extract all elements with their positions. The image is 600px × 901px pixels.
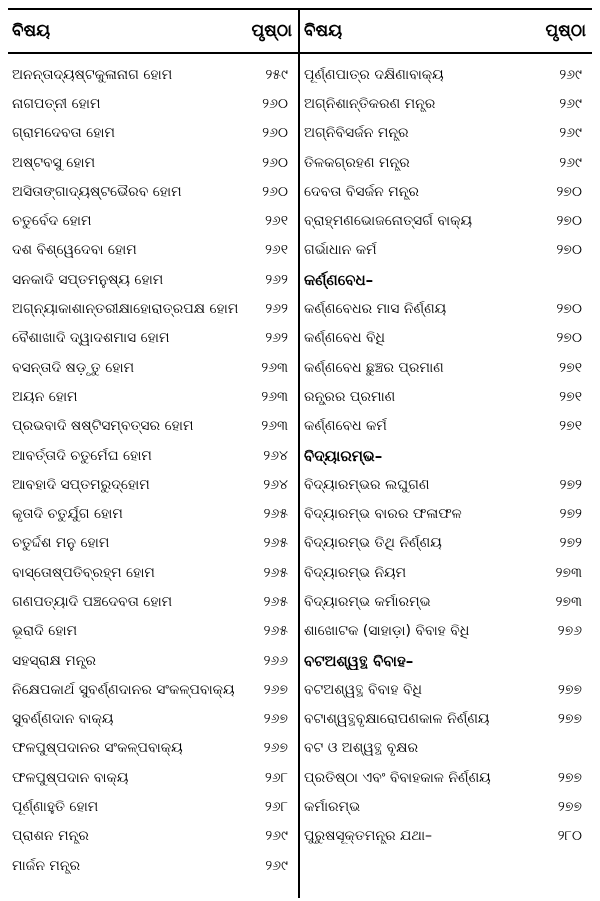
entry-title: ଦଶ ବିଶ୍ୱେଦେବା ହୋମ [12,242,137,259]
entry-page-number: ୨୬୧ [264,242,288,259]
entry-page-number: ୨୬୨ [265,301,288,318]
toc-entry [8,236,298,265]
entry-title: ଅୟନ ହୋମ [12,388,78,405]
entry-title: ଆବହାଦି ସପ୍ତମରୁଦ୍‌ହୋମ [12,476,150,493]
entry-page-number: ୨୭୨ [559,506,582,523]
toc-entry [300,822,592,851]
entry-title: ନିକ୍ଷେପକାର୍ଥ ସୁବର୍ଣ୍ଣଦାନର ସଂକଳ୍ପବାକ୍ୟ [12,681,235,698]
entry-page-number: ୨୬୩ [261,359,288,376]
entry-page-number: ୨୬୦ [262,95,288,112]
entry-title: ଫଳପୁଷ୍ପଦାନର ସଂକଳ୍ପବାକ୍ୟ [12,740,183,757]
toc-entry [8,763,298,792]
toc-entry [8,353,298,382]
entry-page-number: ୨୬୨ [265,271,288,288]
toc-entry [300,470,592,499]
toc-entry [300,148,592,177]
left-column [8,0,298,880]
toc-entry [8,265,298,294]
toc-entry [300,587,592,616]
entry-page-number: ୨୬୦ [262,154,288,171]
entry-title: ବିଦ୍ୟାରମ୍ଭ ତିଥି ନିର୍ଣ୍ଣୟ [304,535,442,552]
toc-entry [300,734,592,763]
toc-entry [300,294,592,323]
entry-page-number: ୨୭୦ [556,183,582,200]
entry-title: ବସନ୍ତାଦି ଷଡ଼ୃତୁ ହୋମ [12,359,135,376]
toc-entry [300,89,592,118]
entry-title: ଅଗ୍ନିଶାନ୍ତିକରଣ ମନ୍ତ୍ର [304,95,436,112]
toc-entry [300,705,592,734]
right-column [300,0,592,851]
entry-title: ଦେବତା ବିସର୍ଜନ ମନ୍ତ୍ର [304,183,419,200]
entry-page-number: ୨୭୭ [557,681,582,698]
right-entry-list [300,60,592,851]
entry-title: ଅଗ୍ନ୍ୟାକାଶାନ୍ତରୀକ୍ଷାହୋରାତ୍ରପକ୍ଷ ହୋମ [12,301,239,318]
toc-entry [8,382,298,411]
entry-title: ମାର୍ଜନ ମନ୍ତ୍ର [12,857,81,874]
toc-entry [8,148,298,177]
entry-title: କର୍ଣ୍ଣବେଧ କର୍ମ [304,418,387,435]
entry-title: କର୍ଣ୍ଣବେଧ– [304,270,374,289]
entry-title: ସହସ୍ରାକ୍ଷ ମନ୍ତ୍ର [12,652,97,669]
entry-title: ଅଷ୍ଟବସୁ ହୋମ [12,154,96,171]
section-heading [300,441,592,470]
entry-title: ବଟାଶ୍ୱତ୍ଥବୃକ୍ଷାରୋପଣକାଳ ନିର୍ଣ୍ଣୟ [304,711,490,728]
entry-page-number: ୨୭୦ [556,301,582,318]
entry-page-number: ୨୭୭ [557,711,582,728]
entry-page-number: ୨୬୦ [262,183,288,200]
toc-entry [8,558,298,587]
entry-title: କର୍ଣ୍ଣବେଧର ମାସ ନିର୍ଣ୍ଣୟ [304,301,447,318]
left-header-topic: ବିଷୟ [12,21,51,41]
entry-title: ଶାଖୋଟକ (ସାହାଡ଼ା) ବିବାହ ବିଧି [304,623,470,640]
left-entry-list [8,60,298,880]
toc-entry [300,499,592,528]
entry-page-number: ୨୭୭ [557,769,582,786]
entry-title: ବ୍ରାହ୍ମଣଭୋଜନୋତ୍ସର୍ଗ ବାକ୍ୟ [304,213,473,230]
right-header-page: ପୃଷ୍ଠା [545,21,586,41]
toc-entry [8,734,298,763]
entry-page-number: ୨୬୭ [263,711,288,728]
entry-title: ନାଗପତ୍ନୀ ହୋମ [12,95,101,112]
entry-title: ସୁବର୍ଣ୍ଣଦାନ ବାକ୍ୟ [12,711,114,728]
entry-page-number: ୨୭୩ [555,593,582,610]
section-heading [300,646,592,675]
toc-entry [300,558,592,587]
toc-entry [8,119,298,148]
entry-page-number: ୨୭୦ [556,330,582,347]
entry-page-number: ୨୬୭ [263,740,288,757]
toc-entry [300,353,592,382]
toc-entry [8,177,298,206]
toc-entry [8,617,298,646]
toc-entry [300,382,592,411]
toc-entry [300,60,592,89]
entry-title: କର୍ମାରମ୍ଭ [304,799,361,816]
entry-page-number: ୨୬୯ [559,154,582,171]
entry-title: ଗ୍ରାମଦେବତା ହୋମ [12,125,115,142]
toc-entry [8,294,298,323]
entry-title: ବିଦ୍ୟାରମ୍ଭର ଲଘୁଗଣ [304,476,430,493]
entry-title: ସନକାଦି ସପ୍ତମନୁଷ୍ୟ ହୋମ [12,271,164,288]
entry-page-number: ୨୭୦ [556,242,582,259]
entry-title: ବିଦ୍ୟାରମ୍ଭ କର୍ମାରମ୍ଭ [304,593,431,610]
entry-page-number: ୨୬୫ [263,535,288,552]
entry-page-number: ୨୬୫ [263,593,288,610]
toc-entry [8,412,298,441]
toc-entry [300,236,592,265]
entry-title: ବଟଅଶ୍ୱତ୍ଥ ବିବାହ– [304,651,414,670]
toc-entry [8,324,298,353]
toc-entry [8,822,298,851]
toc-entry [300,206,592,235]
toc-entry [300,324,592,353]
entry-title: ଫଳପୁଷ୍ପଦାନ ବାକ୍ୟ [12,769,129,786]
entry-page-number: ୨୬୫ [263,564,288,581]
entry-page-number: ୨୬୪ [263,447,288,464]
entry-title: କର୍ଣ୍ଣବେଧ ବିଧି [304,330,386,347]
entry-title: ଅଗ୍ନିବିସର୍ଜନ ମନ୍ତ୍ର [304,125,409,142]
entry-page-number: ୨୭୧ [559,418,582,435]
toc-entry [8,529,298,558]
entry-page-number: ୨୭୧ [559,359,582,376]
entry-title: ବିଦ୍ୟାରମ୍ଭ ବାରର ଫଳାଫଳ [304,506,462,523]
entry-page-number: ୨୬୫ [263,506,288,523]
toc-entry [8,206,298,235]
toc-entry [300,792,592,821]
entry-title: ଅସିତାଙ୍ଗାଦ୍ୟଷ୍ଟଭୈରବ ହୋମ [12,183,182,200]
entry-title: କୃତାଦି ଚତୁର୍ଯୁଗ ହୋମ [12,506,123,523]
toc-entry [8,587,298,616]
entry-page-number: ୨୬୩ [261,388,288,405]
toc-entry [300,617,592,646]
entry-title: ପ୍ରତିଷ୍ଠା ଏବଂ ବିବାହକାଳ ନିର୍ଣ୍ଣୟ [304,769,491,786]
entry-title: ଅନନ୍ତାଦ୍ୟଷ୍ଟକୁଳାନାଗ ହୋମ [12,66,173,83]
toc-entry [300,529,592,558]
entry-page-number: ୨୬୮ [264,799,288,816]
right-header-topic: ବିଷୟ [304,21,343,41]
toc-entry [8,441,298,470]
entry-title: ତିଳକଗ୍ରହଣ ମନ୍ତ୍ର [304,154,410,171]
toc-entry [8,705,298,734]
entry-page-number: ୨୬୯ [265,857,288,874]
entry-title: ପୂର୍ଣ୍ଣାହୁତି ହୋମ [12,799,99,816]
toc-entry [300,675,592,704]
toc-entry [8,60,298,89]
entry-title: କର୍ଣ୍ଣବେଧ ଛୁଞ୍ଚର ପ୍ରମାଣ [304,359,444,376]
entry-page-number: ୨୬୨ [265,330,288,347]
entry-page-number: ୨୬୬ [263,652,288,669]
section-heading [300,265,592,294]
toc-entry [8,89,298,118]
entry-page-number: ୨୭୭ [557,799,582,816]
entry-title: ଭୂରାଦି ହୋମ [12,623,78,640]
toc-entry [8,499,298,528]
toc-entry [8,646,298,675]
entry-title: ଚତୁର୍ଦ୍ଦଶ ମନୁ ହୋମ [12,535,110,552]
entry-page-number: ୨୬୯ [559,95,582,112]
entry-page-number: ୨୭୩ [555,564,582,581]
entry-title: ବୈଶାଖାଦି ଦ୍ୱାଦଶମାସ ହୋମ [12,330,170,347]
entry-page-number: ୨୭୨ [559,535,582,552]
entry-title: ଗଣପତ୍ୟାଦି ପଞ୍ଚଦେବତା ହୋମ [12,593,173,610]
entry-page-number: ୨୫୯ [265,66,288,83]
entry-title: ପ୍ରାଶନ ମନ୍ତ୍ର [12,828,89,845]
entry-page-number: ୨୬୪ [263,476,288,493]
entry-title: ବଟଅଶ୍ୱତ୍ଥ ବିବାହ ବିଧି [304,681,422,698]
entry-page-number: ୨୬୯ [265,828,288,845]
entry-page-number: ୨୭୨ [559,476,582,493]
left-header-page: ପୃଷ୍ଠା [251,21,292,41]
entry-title: ବଟ ଓ ଅଶ୍ୱତ୍ଥ ବୃକ୍ଷର [304,740,419,757]
entry-page-number: ୨୭୦ [556,213,582,230]
entry-title: ବାସ୍ତୋଷ୍ପତିବ୍ରହ୍ମ ହୋମ [12,564,155,581]
toc-entry [8,675,298,704]
entry-page-number: ୨୮୦ [557,828,582,845]
entry-title: ପ୍ରଭବାଦି ଷଷ୍ଟିସମ୍ବତ୍ସର ହୋମ [12,418,194,435]
entry-title: ବିଦ୍ୟାରମ୍ଭ– [304,446,383,465]
toc-entry [300,763,592,792]
entry-title: ଗର୍ଭାଧାନ କର୍ମ [304,242,377,259]
entry-page-number: ୨୬୮ [264,769,288,786]
entry-title: ପୂର୍ଣ୍ଣପାତ୍ର ଦକ୍ଷିଣାବାକ୍ୟ [304,66,444,83]
entry-page-number: ୨୭୧ [559,388,582,405]
toc-entry [8,792,298,821]
entry-page-number: ୨୬୯ [559,125,582,142]
entry-title: ପୁରୁଷସୂକ୍ତମନ୍ତ୍ର ଯଥା– [304,828,433,845]
entry-page-number: ୨୬୦ [262,125,288,142]
toc-entry [300,412,592,441]
entry-page-number: ୨୬୩ [261,418,288,435]
entry-page-number: ୨୬୫ [263,623,288,640]
entry-title: ରନ୍ଧ୍ରର ପ୍ରମାଣ [304,388,396,405]
right-header [300,8,592,54]
entry-page-number: ୨୬୭ [263,681,288,698]
entry-title: ଚତୁର୍ବେଦ ହୋମ [12,213,92,230]
entry-page-number: ୨୬୧ [264,213,288,230]
toc-entry [8,851,298,880]
left-header [8,8,298,54]
entry-page-number: ୨୭୬ [557,623,582,640]
entry-title: ଆବର୍ତ୍ତାଦି ଚତୁର୍ମେଘ ହୋମ [12,447,152,464]
toc-entry [300,119,592,148]
toc-entry [8,470,298,499]
entry-page-number: ୨୬୯ [559,66,582,83]
toc-entry [300,177,592,206]
entry-title: ବିଦ୍ୟାରମ୍ଭ ନିୟମ [304,564,407,581]
